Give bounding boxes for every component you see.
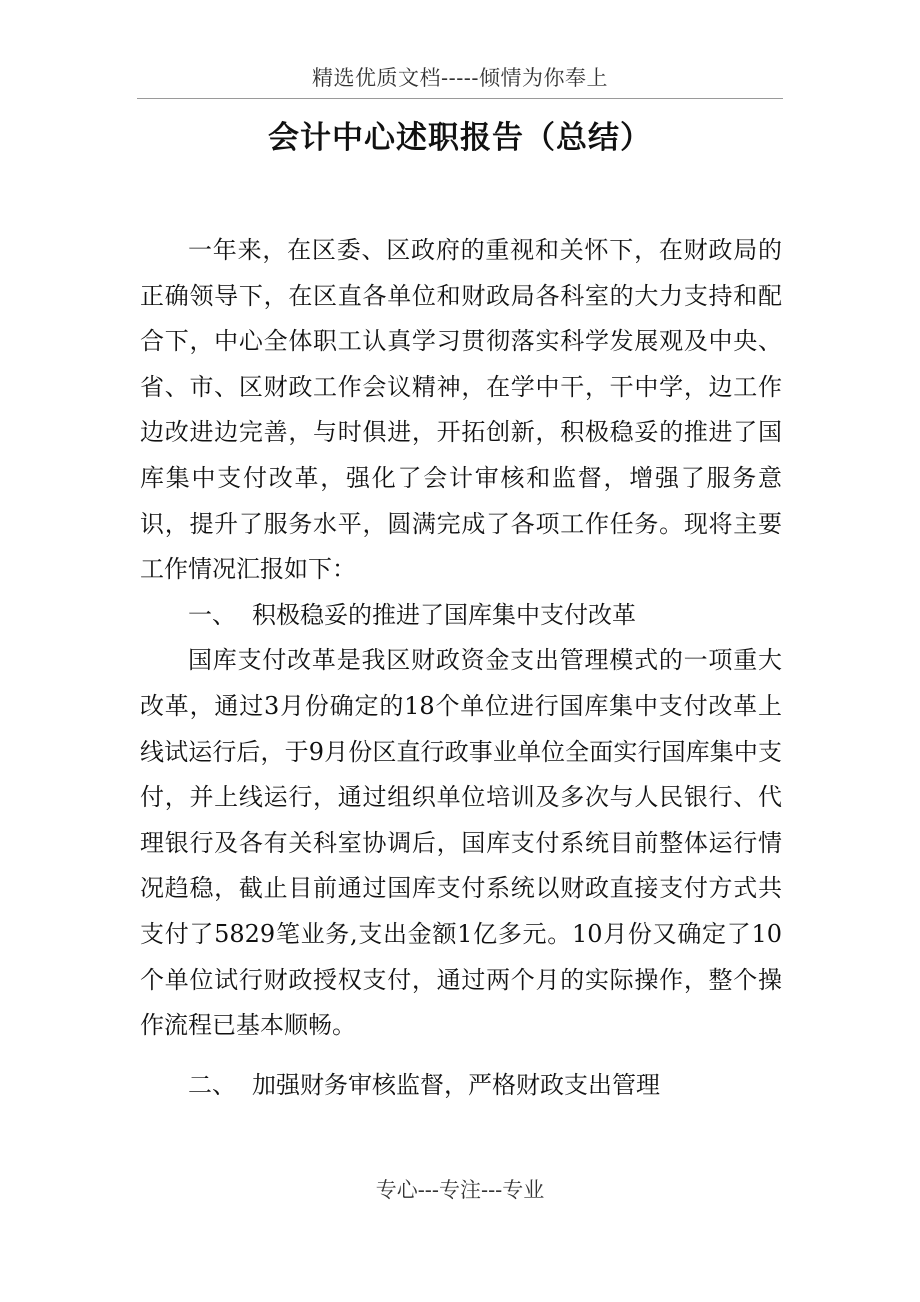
section-heading-1 (140, 593, 782, 639)
section-heading-text: 加强财务审核监督，严格财政支出管理 (252, 1070, 660, 1099)
header-divider (137, 98, 783, 99)
intro-paragraph: 一年来，在区委、区政府的重视和关怀下，在财政局的正确领导下，在区直各单位和财政局各科室的大力支持和配合下，中心全体职工认真学习贯彻落实科学发展观及中央、省、市、区财政工作会议精神，在学中干，干中学，边工作边改进边完善，与时俱进，开拓创新，积极稳妥的推进了国库集中支付改革，强化了会计审核和监督，增强了服务意识，提升了服务水平，圆满完成了各项工作任务。现将主要工作情况汇报如下： (140, 236, 782, 584)
section-1-paragraph: 国库支付改革是我区财政资金支出管理模式的一项重大改革，通过3月份确定的18个单位进行国库集中支付改革上线试运行后，于9月份区直行政事业单位全面实行国库集中支付，并上线运行，通过组织单位培训及多次与人民银行、代理银行及各有关科室协调后，国库支付系统目前整体运行情况趋稳，截止目前通过国库支付系统以财政直接支付方式共支付了5829笔业务,支出金额1亿多元。10月份又确定了10个单位试行财政授权支付，通过两个月的实际操作，整个操作流程已基本顺畅。 (140, 646, 782, 1040)
page-header: 精选优质文档-----倾情为你奉上 (312, 66, 608, 90)
section-heading-text: 积极稳妥的推进了国库集中支付改革 (252, 600, 636, 629)
section-number: 二、 (188, 1070, 236, 1099)
section-number: 一、 (188, 600, 236, 629)
section-heading-2 (140, 1063, 782, 1109)
document-title: 会计中心述职报告（总结） (268, 120, 652, 156)
document-body (140, 228, 782, 1108)
page-footer: 专心---专注---专业 (375, 1178, 545, 1202)
